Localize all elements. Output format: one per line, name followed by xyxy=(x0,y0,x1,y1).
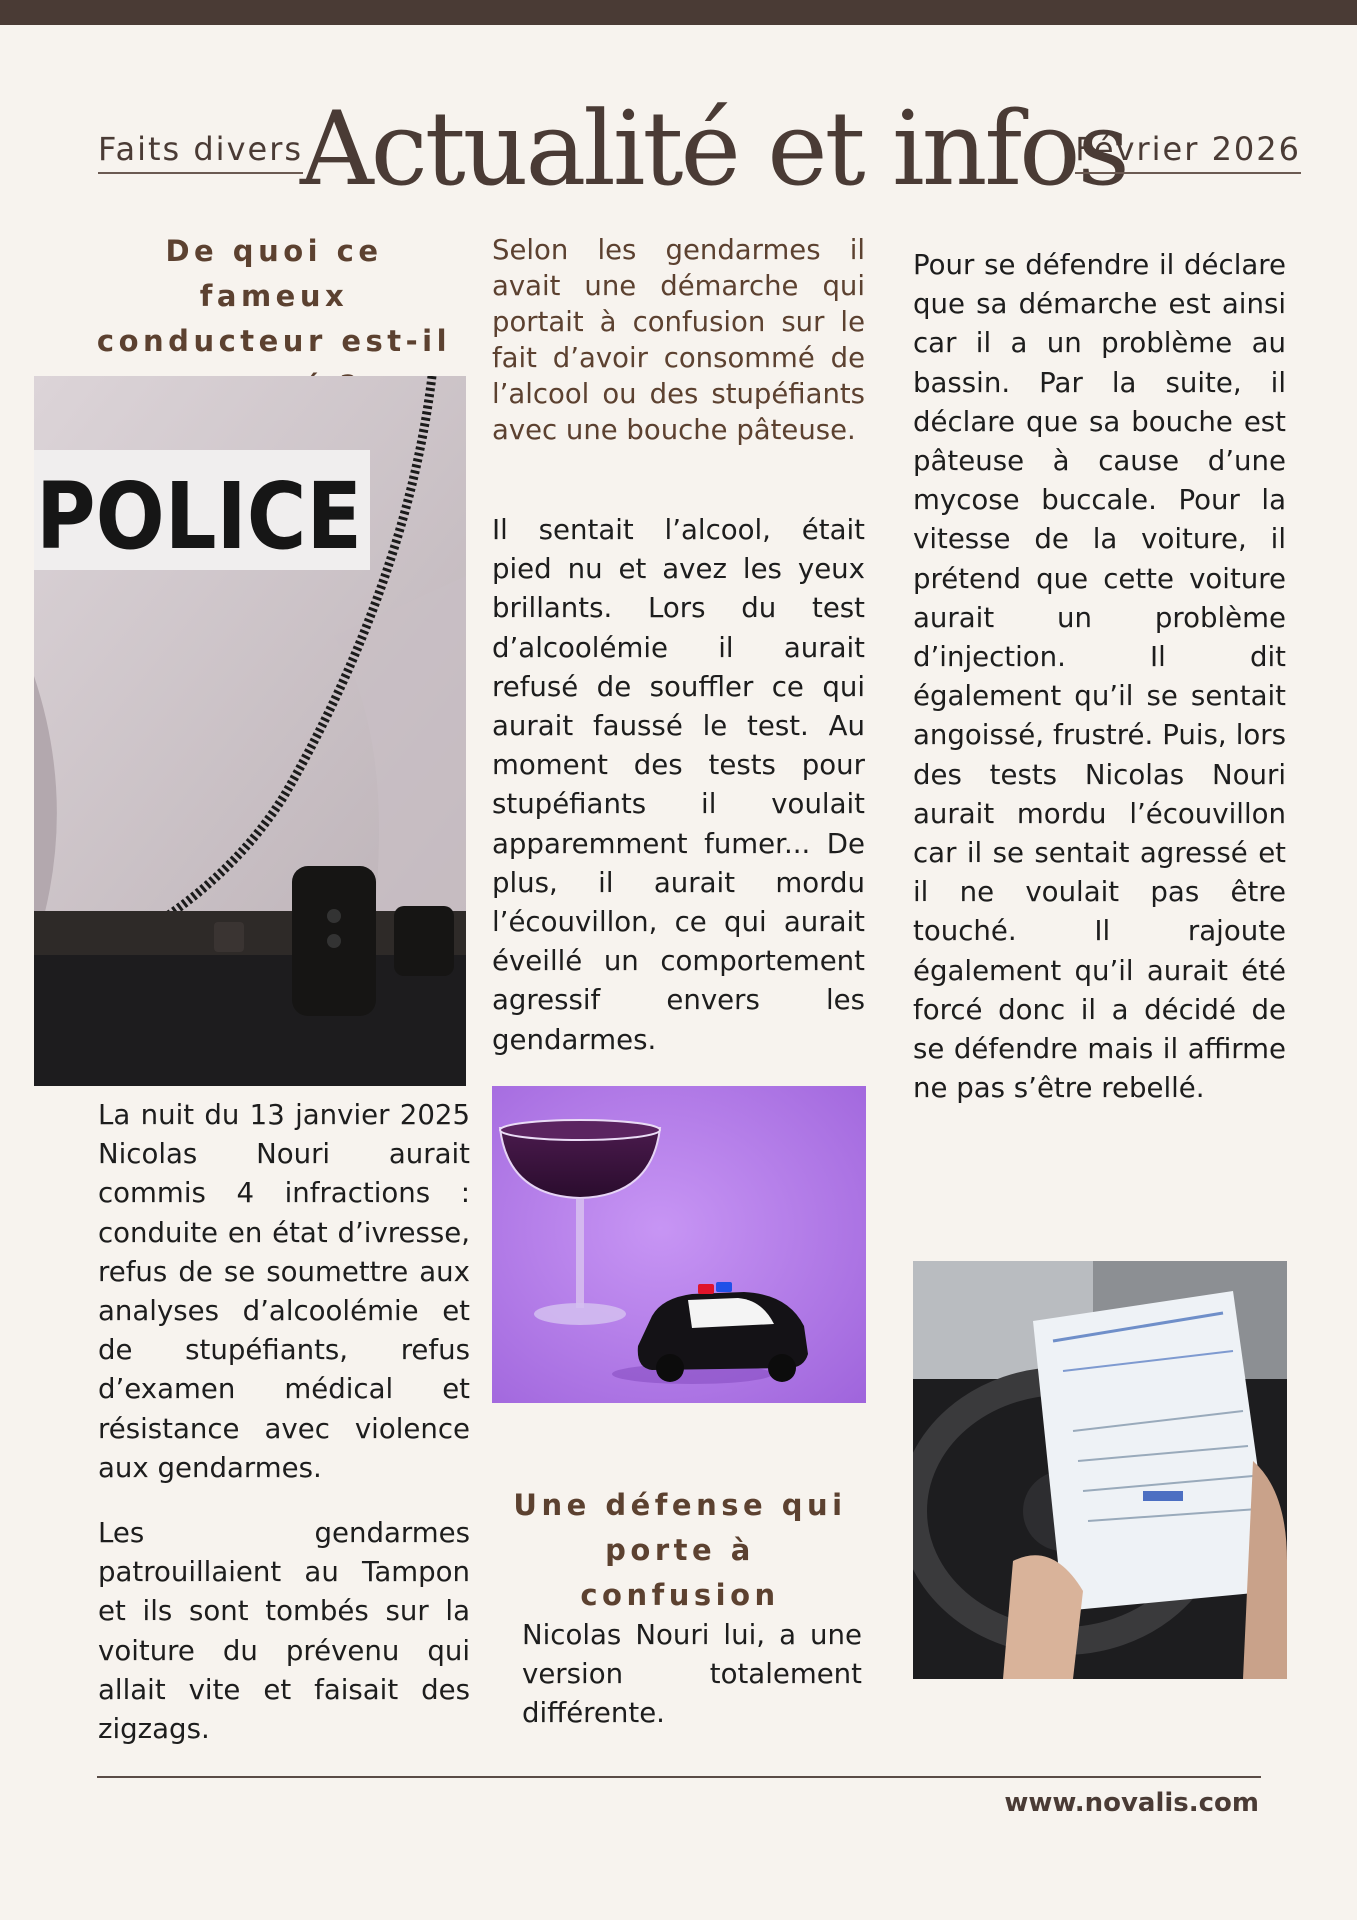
column2-intro xyxy=(492,232,865,474)
top-bar xyxy=(0,0,1357,25)
police-photo-art xyxy=(34,376,466,1086)
paragraph-tests: Il sentait l’alcool, était pied nu et avez les yeux brillants. Lors du test d’alcoolémie il aurait refusé de souffler ce qui aurait faussé le test. Au moment des tests pour stupéfiants il voulait apparemment fumer... De plus, il aurait mordu l’écouvillon, ce qui aurait éveillé un comportement agressif envers les gendarmes. xyxy=(492,513,865,1056)
heading-defense: Une défense qui porte à confusion xyxy=(513,1488,847,1612)
paragraph-version: Nicolas Nouri lui, a une version totalement différente. xyxy=(522,1618,862,1730)
test-kit-art xyxy=(913,1261,1287,1679)
paragraph-infractions: La nuit du 13 janvier 2025 Nicolas Nouri aurait commis 4 infractions : conduite en état d’ivresse, refus de se soumettre aux analyses d’alcoolémie et de stupéfiants, refus d’examen médical et résistance avec violence aux gendarmes. xyxy=(98,1098,470,1484)
paragraph-defense: Pour se défendre il déclare que sa démarche est ainsi car il a un problème au bassin. Par la suite, il déclare que sa bouche est pâteuse à cause d’une mycose buccale. Pour la vitesse de la voiture, il prétend que cette voiture aurait un problème d’injection. Il dit également qu’il se sentait angoissé, frustré. Puis, lors des tests Nicolas Nouri aurait mordu l’écouvillon car il se sentait agressé et il ne voulait pas être touché. Il rajoute également qu’il aurait été forcé donc il a décidé de se défendre mais il affirme ne pas s’être rebellé. xyxy=(913,248,1286,1105)
column1-body xyxy=(98,1095,470,1774)
police-patch-label: POLICE xyxy=(36,463,362,570)
issue-date: Février 2026 xyxy=(1075,130,1301,174)
page-title: Actualité et infos xyxy=(300,90,1127,209)
police-officer-photo xyxy=(34,376,466,1086)
paragraph-patrol: Les gendarmes patrouillaient au Tampon et ils sont tombés sur la voiture du prévenu qui allait vite et faisait des zigzags. xyxy=(98,1516,470,1746)
test-kit-in-car-photo xyxy=(913,1261,1287,1679)
column3-body xyxy=(913,245,1286,1133)
footer-rule xyxy=(97,1776,1261,1778)
wine-photo-art xyxy=(492,1086,866,1403)
section-label: Faits divers xyxy=(98,130,303,174)
paragraph-intro: Selon les gendarmes il avait une démarche qui portait à confusion sur le fait d’avoir consommé de l’alcool ou des stupéfiants avec une bouche pâteuse. xyxy=(492,234,865,446)
column2-body xyxy=(492,510,865,1085)
heading-accusation: De quoi ce fameux conducteur est-il xyxy=(96,234,452,358)
website-link[interactable]: www.novalis.com xyxy=(1004,1788,1259,1818)
column2-closing xyxy=(522,1615,862,1759)
wine-and-police-car-photo xyxy=(492,1086,866,1403)
